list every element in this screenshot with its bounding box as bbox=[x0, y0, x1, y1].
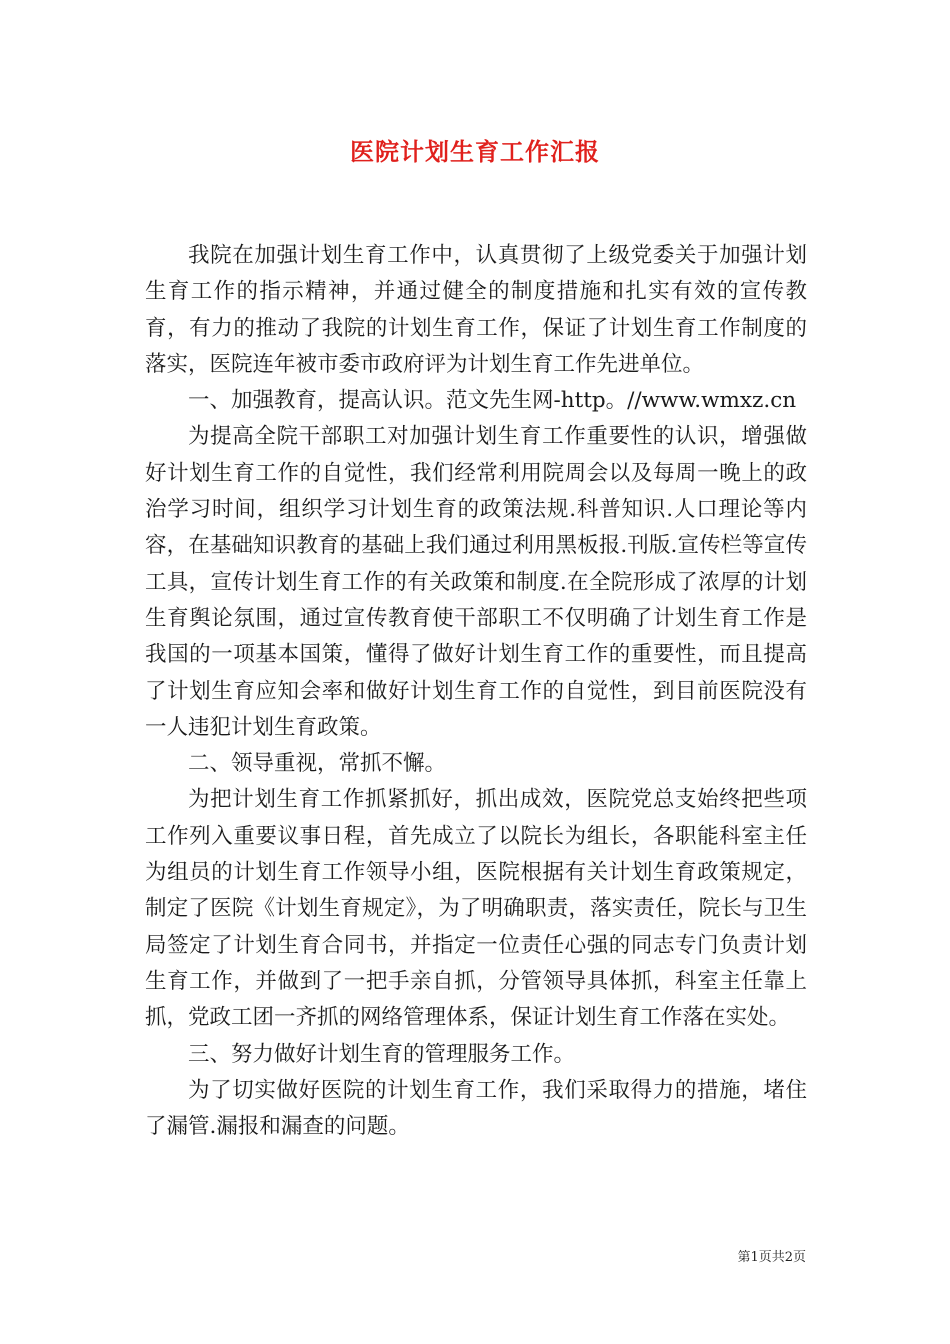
paragraph-section-1: 为提高全院干部职工对加强计划生育工作重要性的认识，增强做好计划生育工作的自觉性，我们经常利用院周会以及每周一晚上的政治学习时间，组织学习计划生育的政策法规.科普知识.人口理论等内容，在基础知识教育的基础上我们通过利用黑板报.刊版.宣传栏等宣传工具，宣传计划生育工作的有关政策和制度.在全院形成了浓厚的计划生育舆论氛围，通过宣传教育使干部职工不仅明确了计划生育工作是我国的一项基本国策，懂得了做好计划生育工作的重要性，而且提高了计划生育应知会率和做好计划生育工作的自觉性，到目前医院没有一人违犯计划生育政策。 bbox=[145, 424, 807, 740]
paragraph-intro: 我院在加强计划生育工作中，认真贯彻了上级党委关于加强计划生育工作的指示精神，并通过健全的制度措施和扎实有效的宣传教育，有力的推动了我院的计划生育工作，保证了计划生育工作制度的落实，医院连年被市委市政府评为计划生育工作先进单位。 bbox=[145, 243, 807, 377]
section-heading-1: 一、加强教育，提高认识。范文先生网-http。//www.wmxz.cn bbox=[188, 388, 797, 414]
page-number-footer: 第1页共2页 bbox=[737, 1250, 806, 1265]
document-body bbox=[145, 238, 807, 1145]
section-heading-3: 三、努力做好计划生育的管理服务工作。 bbox=[188, 1041, 576, 1067]
document-title: 医院计划生育工作汇报 bbox=[350, 137, 600, 166]
paragraph-section-3: 为了切实做好医院的计划生育工作，我们采取得力的措施，堵住了漏管.漏报和漏查的问题。 bbox=[145, 1077, 807, 1140]
paragraph-section-2: 为把计划生育工作抓紧抓好，抓出成效，医院党总支始终把些项工作列入重要议事日程，首先成立了以院长为组长，各职能科室主任为组员的计划生育工作领导小组，医院根据有关计划生育政策规定，制定了医院《计划生育规定》，为了明确职责，落实责任，院长与卫生局签定了计划生育合同书，并指定一位责任心强的同志专门负责计划生育工作，并做到了一把手亲自抓，分管领导具体抓，科室主任靠上抓，党政工团一齐抓的网络管理体系，保证计划生育工作落在实处。 bbox=[145, 787, 807, 1031]
section-heading-2: 二、领导重视，常抓不懈。 bbox=[188, 751, 447, 777]
